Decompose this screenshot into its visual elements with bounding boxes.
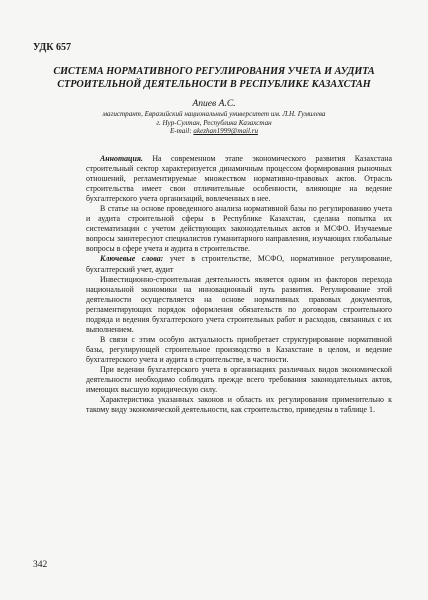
article-title (40, 65, 388, 91)
body-paragraph: В связи с этим особую актуальность приобретает структурирование нормативной базы, регулирующей строительное производство в Казахстане в целом, и ведение бухгалтерского учета и аудита в строительстве, в частности. (86, 334, 392, 364)
email-link[interactable]: akezhan1999@mail.ru (193, 127, 259, 136)
keywords-label: Ключевые слова: (100, 254, 164, 264)
email-line (34, 127, 394, 136)
author-affiliation (34, 110, 394, 136)
abstract-paragraph-2: В статье на основе проведенного анализа нормативной базы по регулированию учета и аудита строительной сферы в Республике Казахстан, сделана попытка их систематизации с учетом действующих законодательных актов и МСФО. Изучаемые вопросы заинтересуют специалистов гуманитарного направления, изучающих глобальные вопросы в сфере учета и аудита в строительстве. (86, 204, 392, 254)
article-body (86, 154, 392, 415)
email-label: E-mail: (169, 127, 194, 136)
body-paragraph: Характеристика указанных законов и область их регулирования применительно к такому виду экономической деятельности, как строительство, приведены в таблице 1. (86, 395, 392, 415)
abstract-paragraph (86, 154, 392, 204)
keywords-paragraph (86, 254, 392, 274)
abstract-text: На современном этапе экономического развития Казахстана строительный сектор характеризуется динамичным процессом формирования рыночных отношений, регламентируемые множеством нормативно-правовых актов. Отрасль строительства имеет свои отличительные особенности, влияющие на ведение бухгалтерского учета организаций, вовлеченных в нее. (86, 154, 392, 204)
title-line-2: СТРОИТЕЛЬНОЙ ДЕЯТЕЛЬНОСТИ В РЕСПУБЛИКЕ КАЗАХСТАН (57, 79, 371, 90)
udk-code: УДК 657 (33, 42, 71, 53)
body-paragraph: При ведении бухгалтерского учета в организациях различных видов экономической деятельности необходимо соблюдать прежде всего требования законодательных актов, имеющих высшую юридическую силу. (86, 364, 392, 395)
affiliation-line-1: магистрант, Евразийский национальный университет им. Л.Н. Гумилева (102, 110, 326, 118)
abstract-label: Аннотация. (100, 154, 143, 163)
keywords-text: учет в строительстве, МСФО, нормативное регулирование, бухгалтерский учет, аудит (86, 254, 392, 274)
title-line-1: СИСТЕМА НОРМАТИВНОГО РЕГУЛИРОВАНИЯ УЧЕТА И АУДИТА (53, 66, 375, 77)
affiliation-line-2: г. Нур-Султан, Республика Казахстан (156, 118, 272, 127)
page-number: 342 (33, 560, 48, 570)
author-name: Апиев А.С. (192, 98, 236, 109)
body-paragraph: Инвестиционно-строительная деятельность является одним из факторов перехода национальной экономики на инновационный путь развития. Регулирование этой деятельности осуществляется на основе нормативных правовых документов, регламентирующих порядок оформления обязательств по договорам строительного подряда и ведения бухгалтерского учета строительных работ и расходов, связанных с их выполнением. (86, 274, 392, 334)
